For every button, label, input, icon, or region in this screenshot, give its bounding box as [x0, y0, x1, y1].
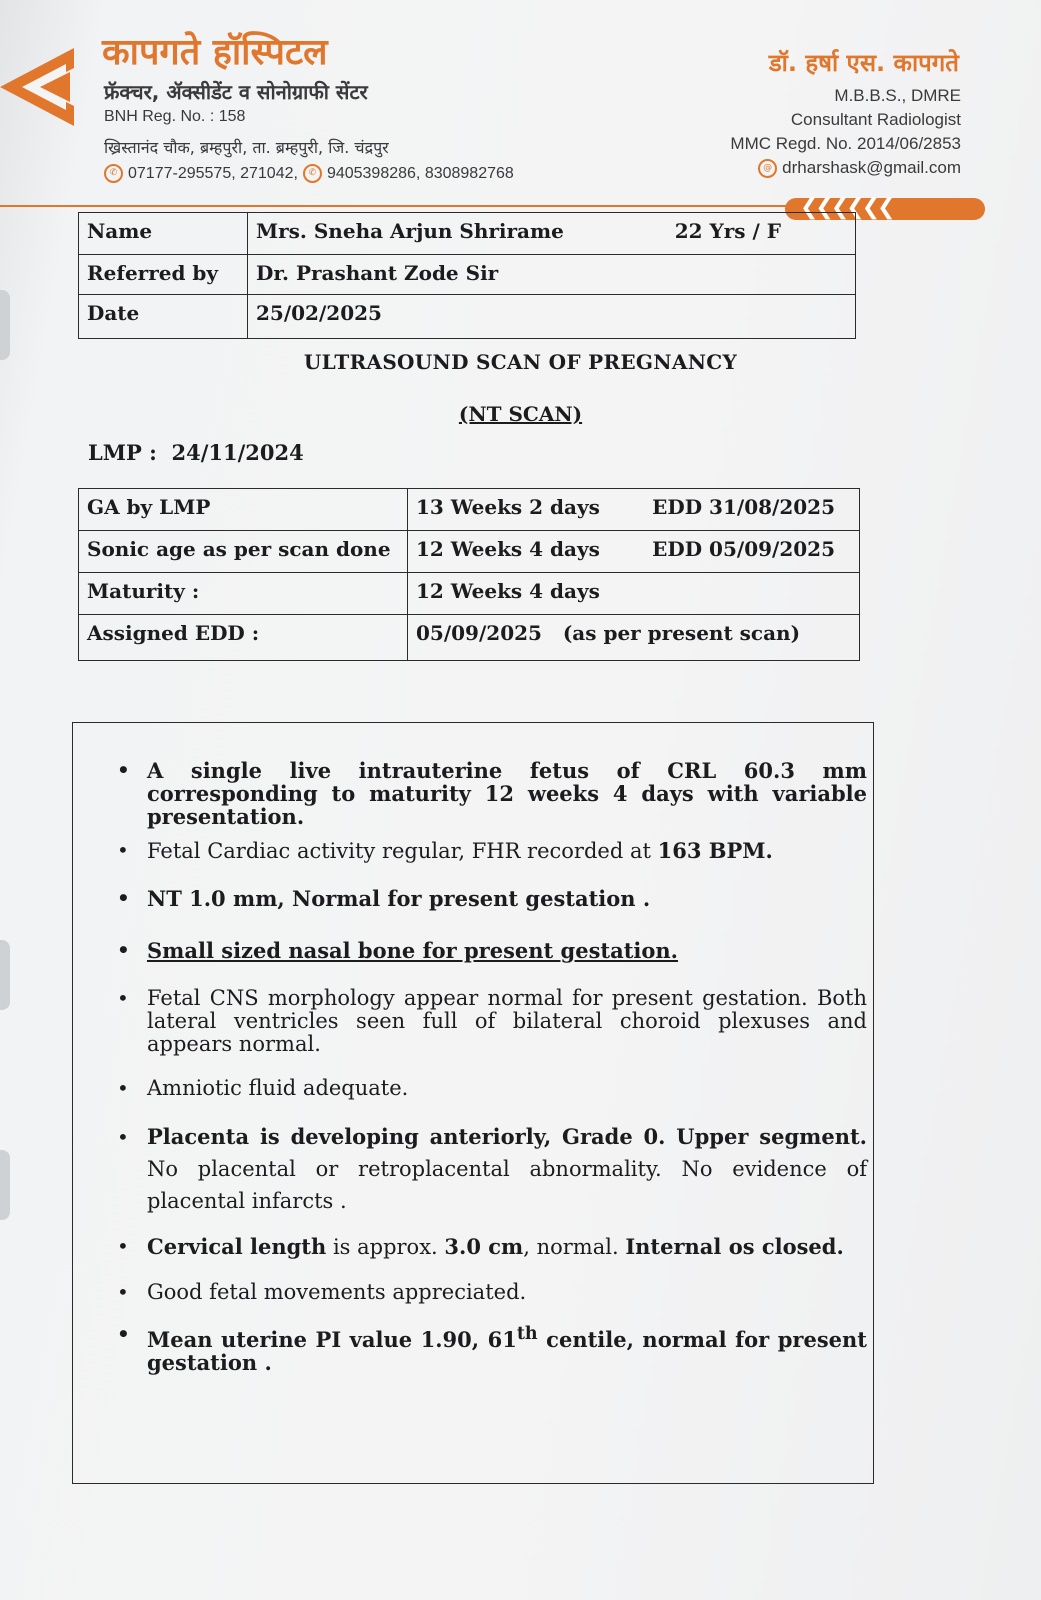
doctor-title: Consultant Radiologist: [790, 110, 961, 129]
finding-nasal-bone: • Small sized nasal bone for present gestation.: [147, 939, 867, 962]
sonic-age-value: 12 Weeks 4 days: [416, 537, 600, 561]
finding-amniotic-fluid: • Amniotic fluid adequate.: [147, 1077, 867, 1100]
sonic-age-cell: [408, 531, 860, 573]
patient-age-sex: 22 Yrs / F: [674, 219, 781, 243]
hospital-mobile: 9405398286, 8308982768: [326, 164, 514, 182]
whatsapp-icon: ✆: [303, 164, 322, 183]
ga-edd: EDD 31/08/2025: [652, 495, 835, 519]
patient-name-cell: [248, 213, 856, 255]
hospital-subtitle: फ्रॅक्चर, ॲक्सीडेंट व सोनोग्राफी सेंटर: [104, 80, 368, 104]
hospital-name: कापगते हॉस्पिटल: [102, 32, 328, 73]
uterine-pi-value: Mean uterine PI value 1.90, 61: [147, 1327, 517, 1352]
lmp-value: 24/11/2024: [171, 440, 304, 465]
lmp-row: [88, 440, 304, 465]
ordinal-suffix: th: [516, 1324, 538, 1344]
chevron-left-icon: ❮❮❮❮❮❮: [800, 195, 893, 220]
email-icon: @: [758, 159, 777, 178]
sonic-age-label: Sonic age as per scan done: [79, 531, 408, 573]
referred-by: Dr. Prashant Zode Sir: [248, 255, 856, 295]
finding-fetus: • A single live intrauterine fetus of CRL 60.3 mm corresponding to maturity 12 weeks 4 days with variable presentation.: [147, 759, 867, 828]
ga-value: 13 Weeks 2 days: [416, 495, 600, 519]
finding-cardiac-text: Fetal Cardiac activity regular, FHR recorded at: [147, 839, 658, 863]
assigned-edd-note: (as per present scan): [562, 621, 801, 645]
finding-uterine-pi: [147, 1323, 867, 1374]
assigned-edd-cell: [408, 615, 860, 661]
phone-icon: ✆: [104, 164, 123, 183]
findings-box: [72, 722, 874, 1484]
binder-ring: [0, 940, 10, 1010]
date-label: Date: [79, 295, 248, 339]
ga-label: GA by LMP: [79, 489, 408, 531]
cervix-length: 3.0 cm: [444, 1234, 524, 1259]
sonic-age-edd: EDD 05/09/2025: [652, 537, 835, 561]
hospital-contact: [104, 164, 514, 183]
doctor-name: डॉ. हर्षा एस. कापगते: [768, 49, 959, 77]
finding-cns: • Fetal CNS morphology appear normal for present gestation. Both lateral ventricles seen full of bilateral choroid plexuses and appears normal.: [147, 987, 867, 1056]
referred-label: Referred by: [79, 255, 248, 295]
ga-value-cell: [408, 489, 860, 531]
cervix-normal: , normal.: [523, 1235, 626, 1259]
assigned-edd-value: 05/09/2025: [416, 621, 542, 645]
lmp-label: LMP :: [88, 440, 157, 465]
finding-placenta-note: No placental or retroplacental abnormality. No evidence of placental infarcts .: [147, 1157, 867, 1213]
report-title: ULTRASOUND SCAN OF PREGNANCY: [303, 350, 738, 374]
internal-os: Internal os closed.: [625, 1234, 844, 1259]
hospital-phone: 07177-295575, 271042,: [128, 164, 298, 182]
doctor-registration: MMC Regd. No. 2014/06/2853: [730, 134, 961, 153]
patient-info-table: [78, 212, 856, 339]
finding-movements: • Good fetal movements appreciated.: [147, 1281, 867, 1304]
finding-placenta: [147, 1121, 867, 1217]
gestational-age-table: [78, 488, 860, 661]
doctor-email-row: [758, 158, 961, 178]
finding-fhr: 163 BPM.: [657, 838, 773, 863]
maturity-value: 12 Weeks 4 days: [408, 573, 860, 615]
patient-name: Mrs. Sneha Arjun Shrirame: [256, 219, 564, 243]
finding-placenta-main: Placenta is developing anteriorly, Grade 0. Upper segment.: [147, 1124, 867, 1149]
header-divider: [0, 205, 790, 207]
assigned-edd-label: Assigned EDD :: [79, 615, 408, 661]
binder-ring: [0, 1150, 10, 1220]
cervix-text: is approx.: [326, 1235, 445, 1259]
doctor-degree: M.B.B.S., DMRE: [834, 86, 961, 105]
hospital-address: ख्रिस्तानंद चौक, ब्रम्हपुरी, ता. ब्रम्हपुरी, जि. चंद्रपुर: [104, 138, 389, 157]
name-label: Name: [79, 213, 248, 255]
report-date: 25/02/2025: [248, 295, 856, 339]
hospital-logo-icon: [0, 44, 82, 130]
uterine-pi-note: centile, normal for present gestation .: [147, 1327, 867, 1375]
finding-nt: • NT 1.0 mm, Normal for present gestation .: [147, 887, 867, 910]
doctor-email: drharshask@gmail.com: [782, 158, 961, 177]
hospital-registration: BNH Reg. No. : 158: [104, 108, 246, 125]
cervix-label: Cervical length: [147, 1234, 327, 1259]
finding-cardiac: [147, 839, 867, 863]
maturity-label: Maturity :: [79, 573, 408, 615]
report-subtitle: (NT SCAN): [458, 402, 583, 426]
finding-cervix: [147, 1235, 867, 1259]
